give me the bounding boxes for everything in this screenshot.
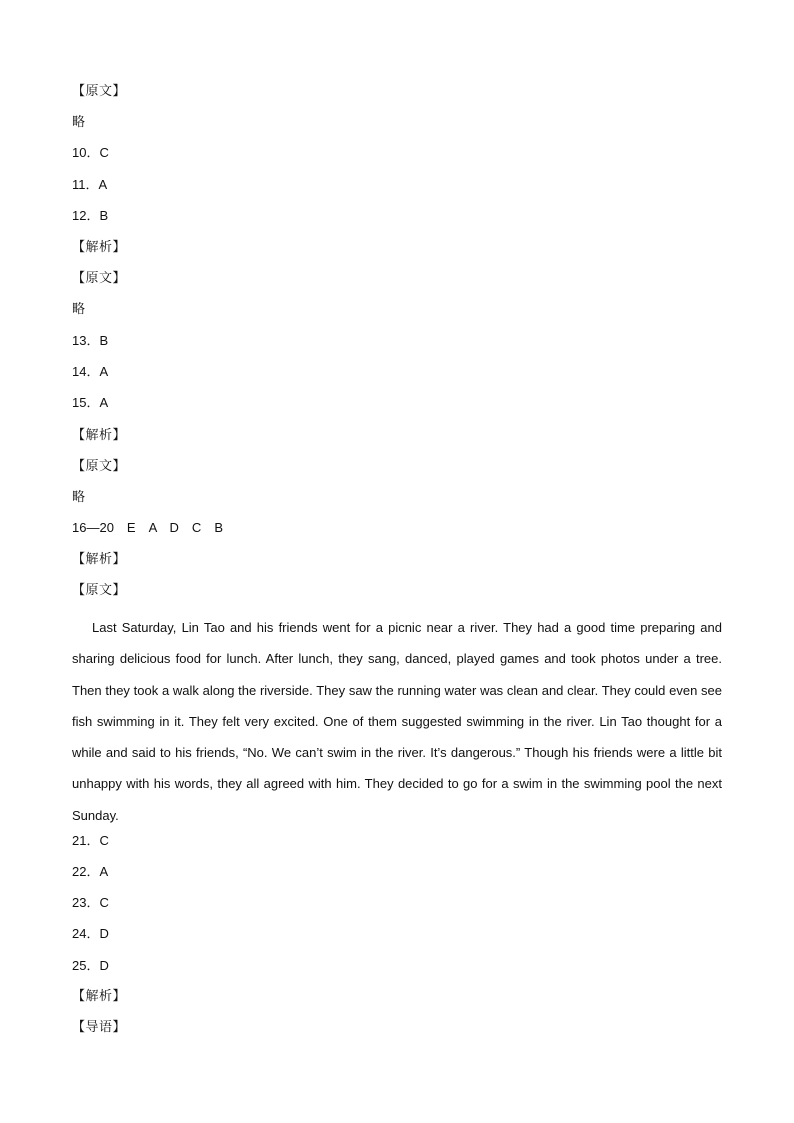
answer-14: 14．A <box>72 364 109 379</box>
answer-16-20: 16—20 E A D C B <box>72 520 223 535</box>
section-heading-analysis: 【解析】 <box>72 551 127 566</box>
section-heading-original: 【原文】 <box>72 458 127 473</box>
section-heading-analysis: 【解析】 <box>72 239 127 254</box>
section-heading-original: 【原文】 <box>72 582 127 597</box>
answer-24: 24．D <box>72 926 109 941</box>
answer-23: 23．C <box>72 895 109 910</box>
answer-21: 21．C <box>72 833 109 848</box>
section-heading-original: 【原文】 <box>72 83 127 98</box>
answer-25: 25．D <box>72 958 109 973</box>
section-heading-analysis: 【解析】 <box>72 427 127 442</box>
omitted-text: 略 <box>72 489 86 504</box>
answer-13: 13．B <box>72 333 109 348</box>
answer-11: 11．A <box>72 177 108 192</box>
answer-12: 12．B <box>72 208 109 223</box>
section-heading-original: 【原文】 <box>72 270 127 285</box>
omitted-text: 略 <box>72 114 86 129</box>
omitted-text: 略 <box>72 301 86 316</box>
section-heading-introduction: 【导语】 <box>72 1019 127 1034</box>
answer-10: 10．C <box>72 145 109 160</box>
answer-22: 22．A <box>72 864 109 879</box>
passage-paragraph: Last Saturday, Lin Tao and his friends went for a picnic near a river. They had a good time preparing and sharing delicious food for lunch. After lunch, they sang, danced, played games and took photos under a tree. Then they took a walk along the riverside. They saw the running water was clean and clear. They could even see fish swimming in it. They felt very excited. One of them suggested swimming in the river. Lin Tao thought for a while and said to his friends, “No. We can’t swim in the river. It’s dangerous.” Though his friends were a little bit unhappy with his words, they all agreed with him. They decided to go for a swim in the swimming pool the next Sunday. <box>72 620 722 823</box>
section-heading-analysis: 【解析】 <box>72 988 127 1003</box>
answer-15: 15．A <box>72 395 109 410</box>
